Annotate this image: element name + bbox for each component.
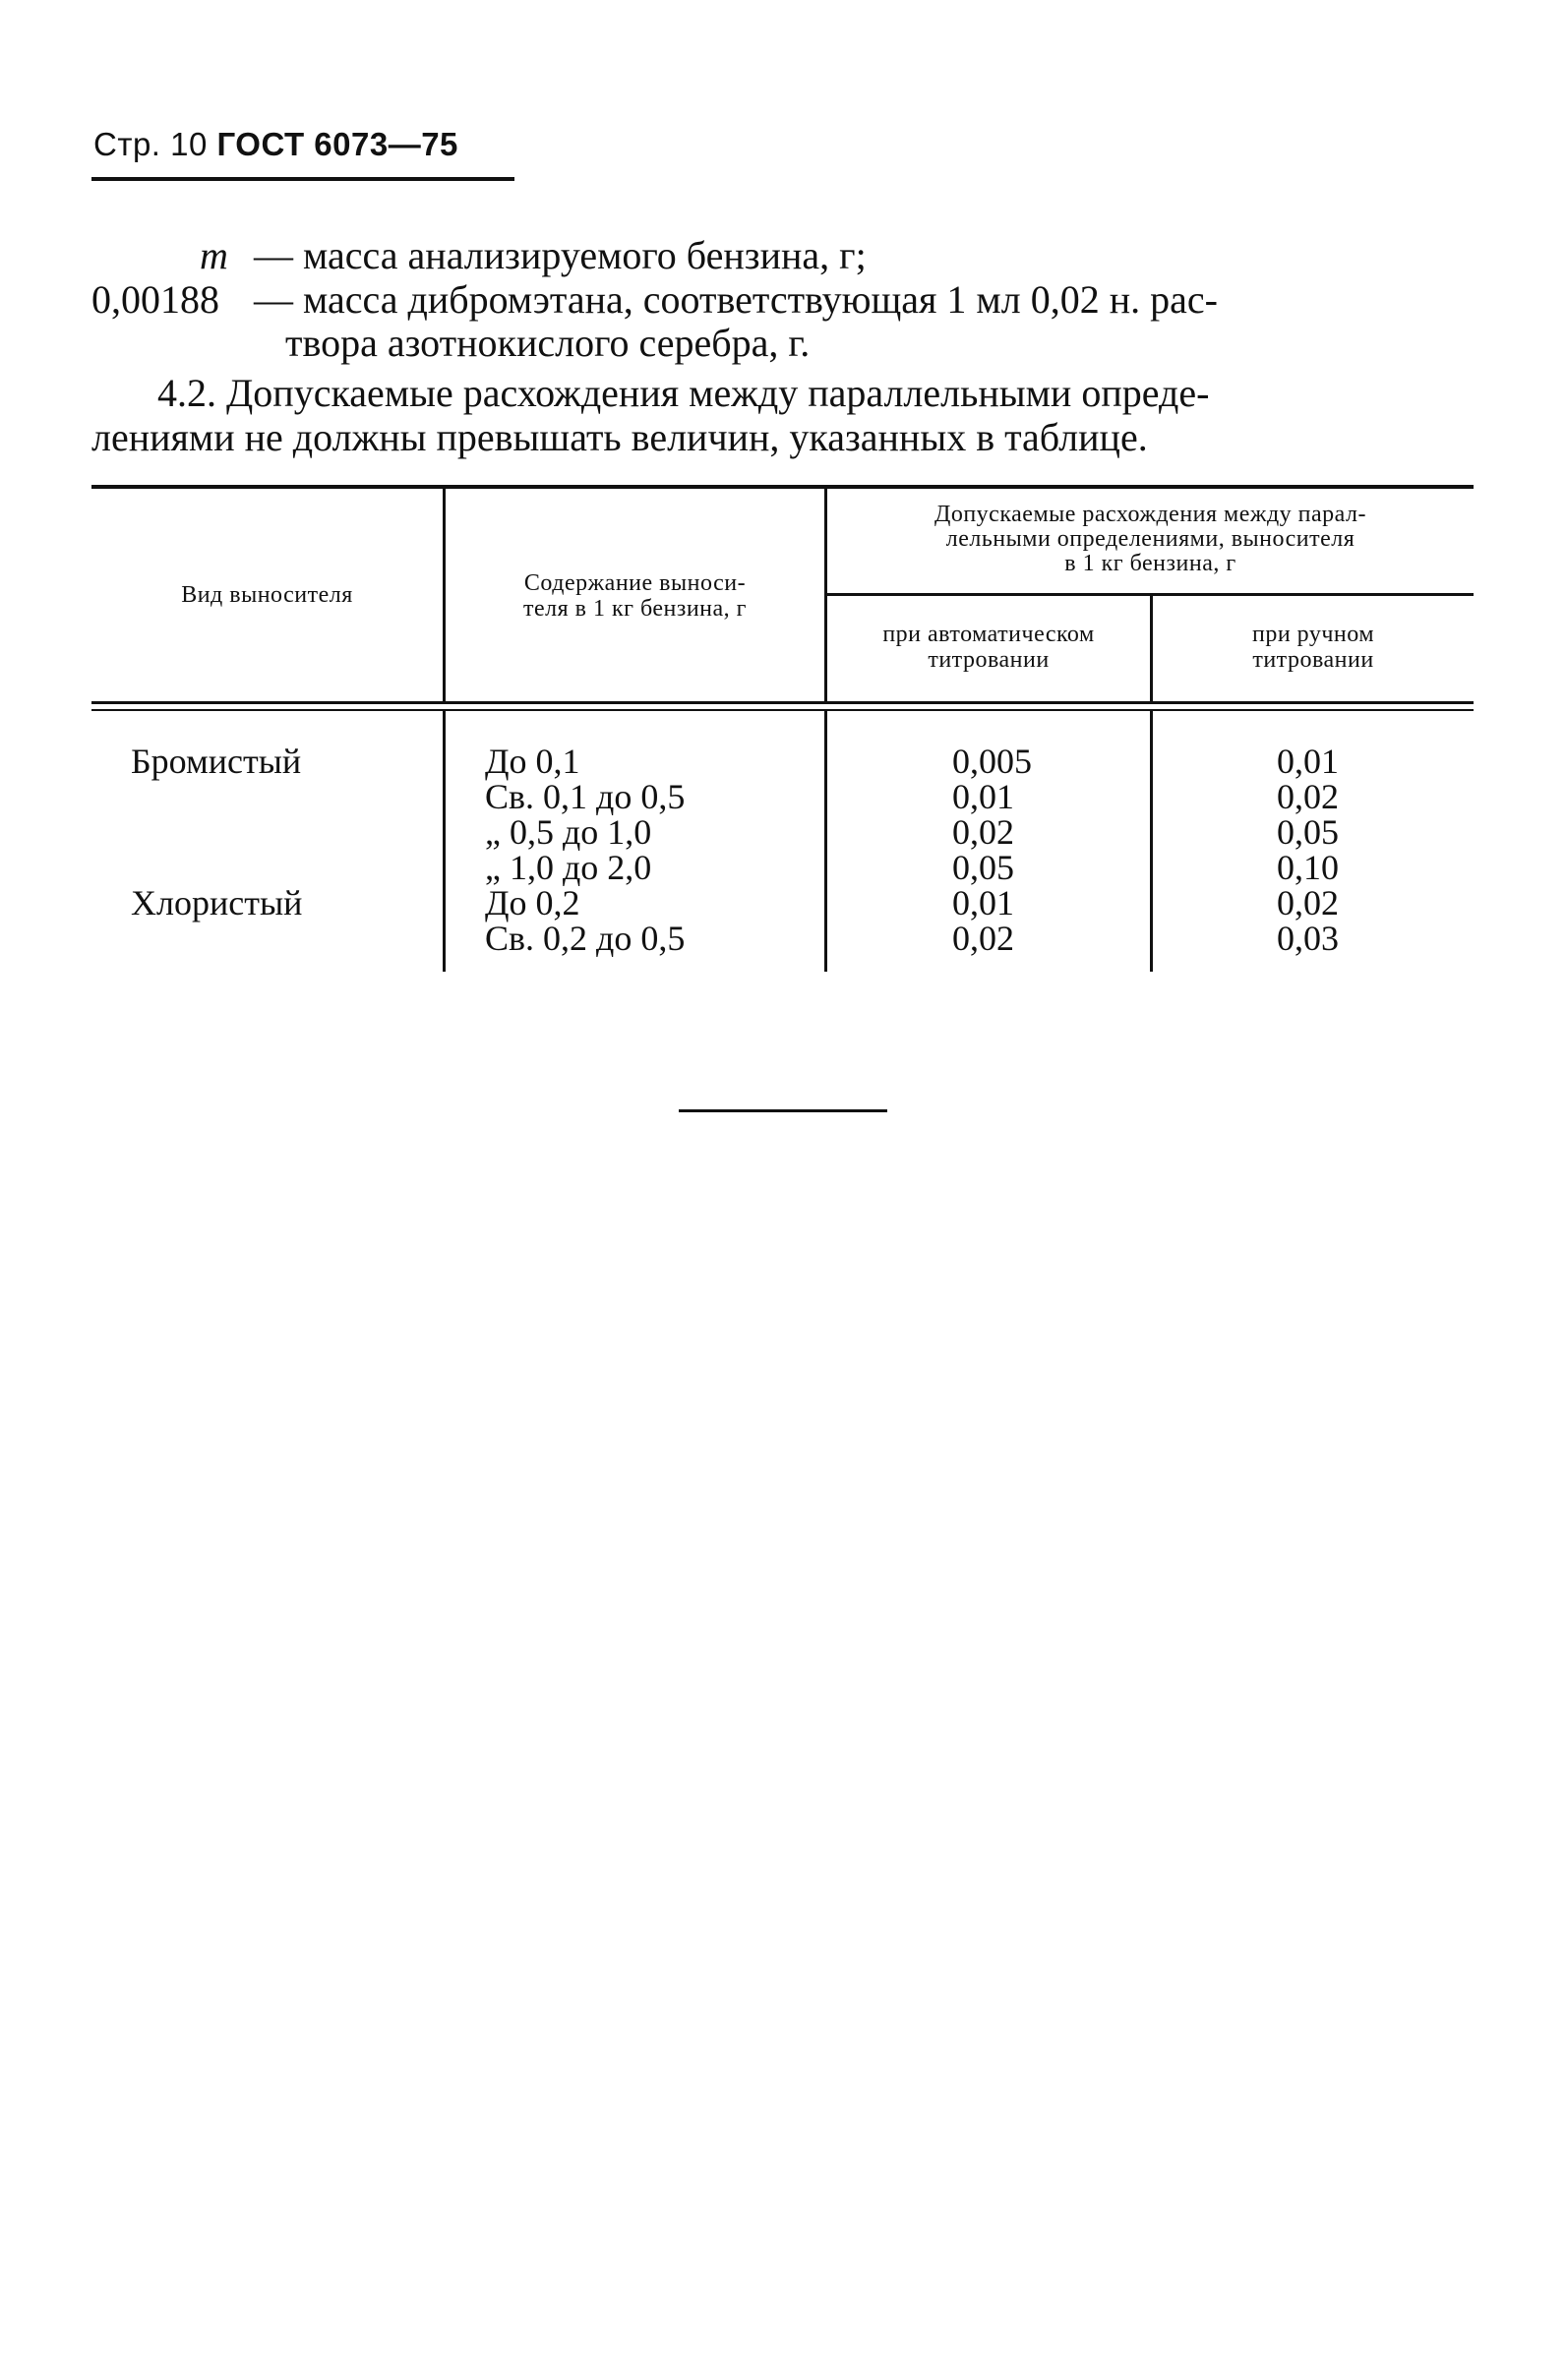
end-rule xyxy=(679,1109,887,1112)
row-manual: 0,02 xyxy=(1277,777,1339,816)
row-content: „ 0,5 до 1,0 xyxy=(485,812,652,852)
row-type: Хлористый xyxy=(131,883,303,922)
header-content-line-2: теля в 1 кг бензина, г xyxy=(522,596,748,622)
row-manual: 0,01 xyxy=(1277,742,1339,781)
row-manual: 0,03 xyxy=(1277,919,1339,958)
paragraph-line-2: лениями не должны превышать величин, указанных в таблице. xyxy=(91,415,1148,459)
definition-symbol-m: m xyxy=(200,233,228,277)
row-manual: 0,05 xyxy=(1277,812,1339,852)
row-auto: 0,05 xyxy=(952,848,1014,887)
page-number: Стр. 10 xyxy=(93,126,208,162)
paragraph-line-1: 4.2. Допускаемые расхождения между параллельными опреде- xyxy=(157,371,1210,415)
body-divider-2 xyxy=(824,711,827,972)
definition-text-mass: — масса дибромэтана, соответствующая 1 мл 0,02 н. рас- xyxy=(254,277,1218,322)
header-rule-2 xyxy=(91,709,1474,711)
row-content: Св. 0,2 до 0,5 xyxy=(485,919,686,958)
header-content-line-1: Содержание выноси- xyxy=(523,570,747,596)
header-group-line-2: лельными определениями, выносителя xyxy=(945,526,1355,552)
row-content: До 0,2 xyxy=(485,883,580,922)
row-content: До 0,1 xyxy=(485,742,580,781)
row-manual: 0,10 xyxy=(1277,848,1339,887)
row-manual: 0,02 xyxy=(1277,883,1339,922)
header-rule-1 xyxy=(91,701,1474,704)
row-auto: 0,01 xyxy=(952,883,1014,922)
row-content: „ 1,0 до 2,0 xyxy=(485,848,652,887)
header-manual-line-1: при ручном xyxy=(1251,622,1374,647)
table-top-rule xyxy=(91,485,1474,489)
header-auto-line-2: титровании xyxy=(928,647,1050,673)
header-rule xyxy=(91,177,514,181)
row-type: Бромистый xyxy=(131,742,302,781)
standard-number: ГОСТ 6073—75 xyxy=(216,126,458,162)
row-auto: 0,02 xyxy=(952,919,1014,958)
header-divider-1 xyxy=(443,489,446,701)
page-header xyxy=(93,126,458,163)
header-auto-line-1: при автоматическом xyxy=(882,622,1095,647)
row-auto: 0,02 xyxy=(952,812,1014,852)
header-type: Вид выносителя xyxy=(181,582,353,608)
body-divider-3 xyxy=(1150,711,1153,972)
row-auto: 0,005 xyxy=(952,742,1032,781)
definition-symbol-mass: 0,00188 xyxy=(91,277,219,322)
header-group-line-3: в 1 кг бензина, г xyxy=(1064,551,1236,576)
definition-text-m: — масса анализируемого бензина, г; xyxy=(254,233,867,277)
row-content: Св. 0,1 до 0,5 xyxy=(485,777,686,816)
definition-continuation: твора азотнокислого серебра, г. xyxy=(285,321,811,365)
header-manual-line-2: титровании xyxy=(1252,647,1374,673)
header-group-line-1: Допускаемые расхождения между парал- xyxy=(934,502,1367,527)
row-auto: 0,01 xyxy=(952,777,1014,816)
body-divider-1 xyxy=(443,711,446,972)
